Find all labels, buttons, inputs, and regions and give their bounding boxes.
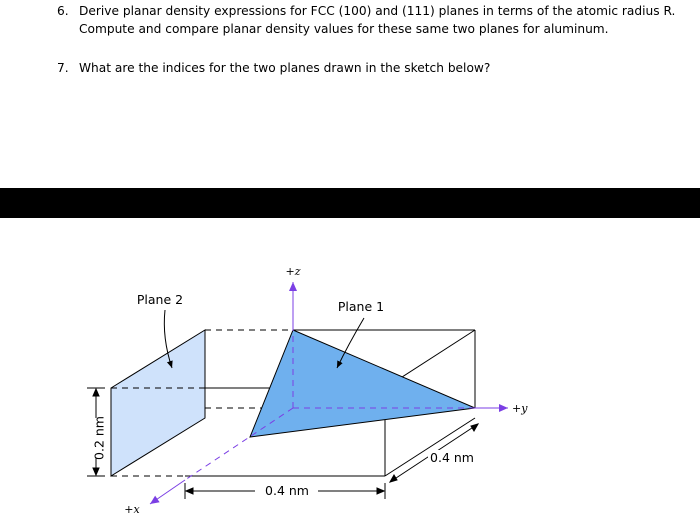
question-7-line-1: What are the indices for the two planes drawn in the sketch below?: [79, 61, 491, 75]
plane-2-label: Plane 2: [136, 292, 184, 307]
dimension-depth-label: 0.4 nm: [430, 450, 474, 465]
plane-1-shape: [250, 330, 475, 437]
axis-x-label: +x: [124, 503, 140, 516]
plane-2-shape: [111, 330, 205, 476]
axis-z-label: +z: [285, 265, 301, 278]
plane-1-label: Plane 1: [337, 299, 385, 314]
question-6-number: 6.: [57, 4, 69, 18]
dimension-horizontal-label: 0.4 nm: [265, 483, 309, 498]
question-6-line-1: Derive planar density expressions for FCC (100) and (111) planes in terms of the atomic radius R.: [79, 4, 676, 18]
question-7-number: 7.: [57, 61, 69, 75]
dimension-vertical-label: 0.2 nm: [91, 416, 107, 460]
question-6-line-2: Compute and compare planar density values for these same two planes for aluminum.: [79, 22, 609, 36]
axis-y-label: +y: [512, 402, 528, 415]
